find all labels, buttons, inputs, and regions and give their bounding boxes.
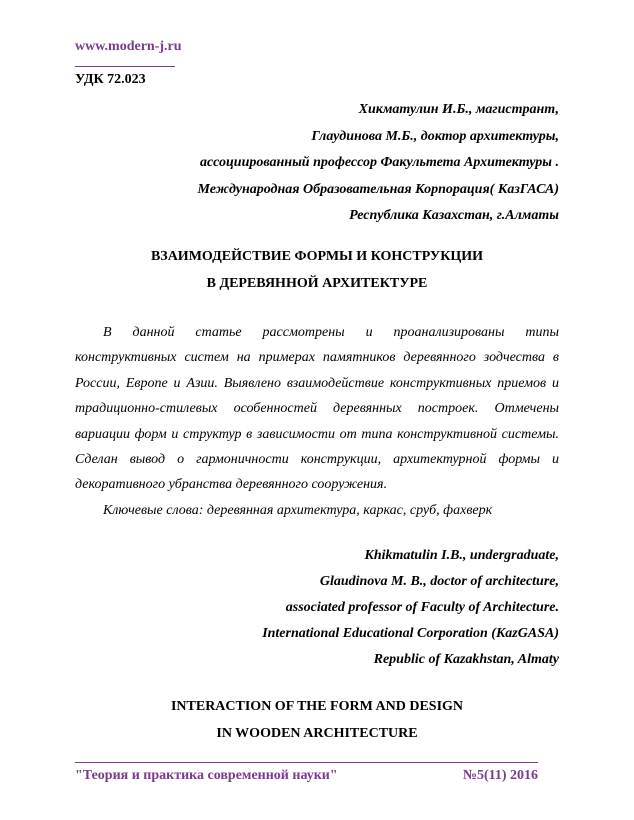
title-line: IN WOODEN ARCHITECTURE <box>216 725 418 741</box>
title-line: INTERACTION OF THE FORM AND DESIGN <box>170 699 464 714</box>
title-line: ВЗАИМОДЕЙСТВИЕ ФОРМЫ И КОНСТРУКЦИИ <box>150 249 484 264</box>
footer-divider <box>75 762 538 763</box>
authors-en <box>79 543 559 673</box>
author-line: Международная Образовательная Корпорация( КазГАСА) <box>197 181 559 197</box>
title-line: В ДЕРЕВЯННОЙ АРХИТЕКТУРЕ <box>206 275 428 291</box>
author-line: Республика Казахстан, г.Алматы <box>349 208 559 223</box>
author-line: Republic of Kazakhstan, Almaty <box>373 652 559 667</box>
author-line: Глаудинова М.Б., доктор архитектуры, <box>311 128 559 144</box>
footer-journal-name: "Теория и практика современной науки" <box>75 768 338 783</box>
abstract-text: В данной статье рассмотрены и проанализированы типы конструктивных систем на примерах памятников деревянного зодчества в России, Европе и Азии. Выявлено взаимодействие конструктивных приемов и традиционно-стилевых особенностей деревянных построек. Отмечены вариации форм и структур в зависимости от типа конструктивной системы. Сделан вывод о гармоничности конструкции, архитектурной формы и декоративного убранства деревянного сооружения. <box>75 325 559 493</box>
title-ru <box>75 244 559 297</box>
author-line: ассоциированный профессор Факультета Архитектуры . <box>199 155 559 170</box>
author-line: Хикматулин И.Б., магистрант, <box>358 102 559 117</box>
title-en <box>75 694 559 747</box>
header-divider <box>75 66 175 67</box>
author-line: Glaudinova M. B., doctor of architecture, <box>319 574 559 589</box>
footer-issue-number: №5(11) 2016 <box>462 768 538 783</box>
keywords-text: Ключевые слова: деревянная архитектура, каркас, сруб, фахверк <box>103 502 493 518</box>
journal-site-link[interactable]: www.modern-j.ru <box>75 39 182 54</box>
author-line: International Educational Corporation (KazGASA) <box>262 626 559 641</box>
abstract-ru <box>75 320 559 523</box>
authors-ru <box>79 97 559 230</box>
author-line: associated professor of Faculty of Architecture. <box>285 600 559 615</box>
author-line: Khikmatulin I.B., undergraduate, <box>364 548 559 563</box>
udk-code: УДК 72.023 <box>75 72 146 87</box>
